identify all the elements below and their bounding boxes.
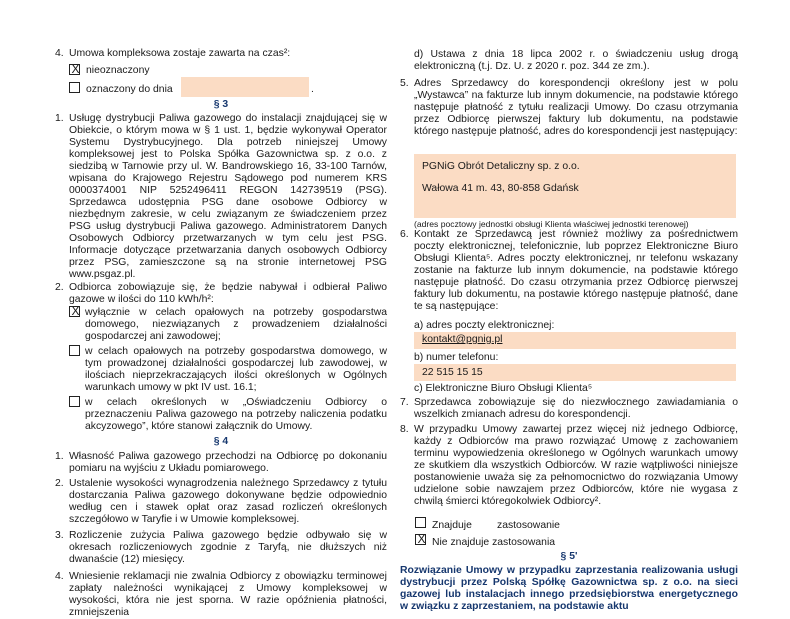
clause-text: Własność Paliwa gazowego przechodzi na Odbiorcę po dokonaniu pomiaru na wyjściu z Układu pomiarowego. [69, 451, 387, 474]
checkbox-household-only[interactable] [69, 306, 80, 317]
clause-number: 6. [400, 229, 409, 240]
checkbox-household-business[interactable] [69, 345, 80, 356]
end-date-dot: . [311, 84, 314, 95]
check-mark-icon: X [71, 304, 80, 318]
section-5-title-text: Rozwiązanie Umowy w przypadku zaprzestania realizowania usługi dystrybucji przez Polską Spółkę Gazownictwa sp. z o.o. na sieci gazowej lub instalacjach innego przedsiębiorstwa energetycznego w związku z zaprzestaniem, na podstawie aktu [400, 565, 738, 612]
clause-number: 4. [55, 48, 64, 59]
label-applies: Znajduje [432, 520, 472, 531]
section-heading-5: § 5' [560, 551, 578, 562]
clause-text: Odbiorca zobowiązuje się, że będzie nabywał i odbierał Paliwo gazowe w ilości do 110 kWh/h²: [69, 282, 387, 305]
option-text: w celach określonych w „Oświadczeniu Odbiorcy o przeznaczeniu Paliwa gazowego na potrzeby naliczenia podatku akcyzowego”, które stanowi załącznik do Umowy. [85, 397, 387, 432]
clause-number: 2. [55, 478, 64, 489]
clause-text: Kontakt ze Sprzedawcą jest również możliwy za pośrednictwem poczty elektronicznej, telefonicznie, lub poprzez Elektroniczne Biuro Obsługi Klienta⁵. Adres poczty elektronicznej, nr telefonu wskazany zostanie na fakturze lub innym dokumencie, na podstawie którego następuje płatność. Do czasu otrzymania przez Odbiorcę pierwszej faktury lub dokumentu, na postawie którego następuje płatność, dane te są następujące: [414, 229, 738, 312]
checkbox-indefinite[interactable] [69, 64, 80, 75]
checkbox-fixed-term[interactable] [69, 82, 80, 93]
label-not-applies: Nie znajduje zastosowania [432, 537, 556, 548]
phone-label: b) numer telefonu: [414, 352, 499, 363]
clause-number: 7. [400, 397, 409, 408]
address-line-2: Wałowa 41 m. 43, 80-858 Gdańsk [422, 183, 579, 194]
clause-number: 2. [55, 282, 64, 293]
clause-number: 1. [55, 451, 64, 462]
clause-text: Umowa kompleksowa zostaje zawarta na czas²: [69, 48, 291, 59]
label-applies-2: zastosowanie [497, 520, 560, 531]
check-mark-icon: X [417, 532, 426, 546]
clause-number: 8. [400, 424, 409, 435]
clause-number: 4. [55, 571, 64, 582]
clause-text: Rozliczenie zużycia Paliwa gazowego będzie odbywało się w okresach rozliczeniowych zgodnie z Taryfą, nie dłuższych niż dwanaście (12) miesięcy. [69, 530, 387, 565]
checkbox-applies[interactable] [415, 517, 426, 528]
checkbox-not-applies[interactable] [415, 534, 426, 545]
section-heading-3: § 3 [213, 99, 229, 110]
section-heading-4: § 4 [213, 436, 229, 447]
clause-text: Usługę dystrybucji Paliwa gazowego do instalacji znajdującej się w Obiekcie, o którym mowa w § 1 ust. 1, będzie wykonywał Operator Systemu Dystrybucyjnego. Dla potrzeb niniejszej Umowy kompleksowej jest to Polska Spółka Gazownictwa sp. z o.o. z siedzibą w Tarnowie przy ul. W. Bandrowskiego 16, 33-100 Tarnów, wpisana do Krajowego Rejestru Sądowego pod numerem KRS 0000374001 NIP 5252496411 REGON 142739519 (PSG). Sprzedawca udostępnia PSG dane osobowe Odbiorcy w niezbędnym zakresie, w celu związanym ze świadczeniem przez PSG usług dystrybucji Paliwa gazowego. Administratorem Danych Osobowych Odbiorcy przetwarzanych w tym celu jest PSG. Informacje dotyczące przetwarzania danych osobowych Odbiorcy przez PSG, zamieszczone są na stronie internetowej PSG www.psgaz.pl. [69, 113, 387, 280]
address-note: (adres pocztowy jednostki obsługi Klienta właściwej jednostki terenowej) [414, 219, 689, 229]
clause-text: Sprzedawca zobowiązuje się do niezwłocznego zawiadamiania o wszelkich zmianach adresu do korespondencji. [414, 397, 738, 420]
label-fixed-term: oznaczony do dnia [86, 84, 173, 95]
clause-text: Ustalenie wysokości wynagrodzenia należnego Sprzedawcy z tytułu dostarczania Paliwa gazowego dokonywane będzie odpowiednio według cen i stawek opłat oraz zasad rozliczeń określonych szczegółowo w Taryfie i w Umowie kompleksowej. [69, 478, 387, 525]
label-indefinite: nieoznaczony [86, 65, 150, 76]
end-date-field[interactable] [181, 77, 309, 97]
check-mark-icon: X [71, 62, 80, 76]
clause-number: 5. [400, 78, 409, 89]
clause-number: 3. [55, 530, 64, 541]
clause-text: Wniesienie reklamacji nie zwalnia Odbiorcy z obowiązku terminowej zapłaty należności wynikającej z Umowy kompleksowej w wysokości, która nie jest sporna. W razie opóźnienia płatności, zmniejszenia [69, 571, 387, 618]
phone-value: 22 515 15 15 [422, 367, 483, 378]
email-value: kontakt@pgnig.pl [422, 334, 503, 345]
checkbox-excise-declaration[interactable] [69, 396, 80, 407]
clause-text: d) Ustawa z dnia 18 lipca 2002 r. o świadczeniu usług drogą elektroniczną (t.j. Dz. U. z 2020 r. poz. 344 ze zm.). [414, 49, 738, 72]
clause-text: Adres Sprzedawcy do korespondencji określony jest w polu „Wystawca” na fakturze lub innym dokumencie, na podstawie którego następuje płatność z tytułu realizacji Umowy. Do czasu otrzymania przez Odbiorcę pierwszej faktury lub dokumentu, na podstawie którego następuje płatność, adres do korespondencji jest następujący: [414, 78, 738, 137]
email-label: a) adres poczty elektronicznej: [414, 320, 555, 331]
option-text: wyłącznie w celach opałowych na potrzeby gospodarstwa domowego, niezwiązanych z prowadzeniem działalności gospodarczej ani zawodowej; [85, 307, 387, 342]
clause-number: 1. [55, 113, 64, 124]
right-column [400, 0, 738, 610]
address-line-1: PGNiG Obrót Detaliczny sp. z o.o. [422, 161, 580, 172]
ebok-label: c) Elektroniczne Biuro Obsługi Klienta⁵ [414, 383, 593, 394]
clause-text: W przypadku Umowy zawartej przez więcej niż jednego Odbiorcę, każdy z Odbiorców ma prawo rozwiązać Umowę z zachowaniem terminu wypowiedzenia określonego w Ogólnych warunkach umowy ze skutkiem dla wszystkich Odbiorców. W razie wątpliwości niniejsze postanowienie uważa się za pełnomocnictwo do rozwiązania Umowy udzielone sobie nawzajem przez Odbiorców, które nie wygasa z chwilą śmierci któregokolwiek Odbiorcy². [414, 424, 738, 507]
left-column [55, 0, 387, 618]
option-text: w celach opałowych na potrzeby gospodarstwa domowego, w tym prowadzonej działalności gospodarczej lub zawodowej, w ilościach nieprzekraczających ilości określonych w Ogólnych warunkach umowy w pkt IV ust. 16.1; [85, 346, 387, 393]
